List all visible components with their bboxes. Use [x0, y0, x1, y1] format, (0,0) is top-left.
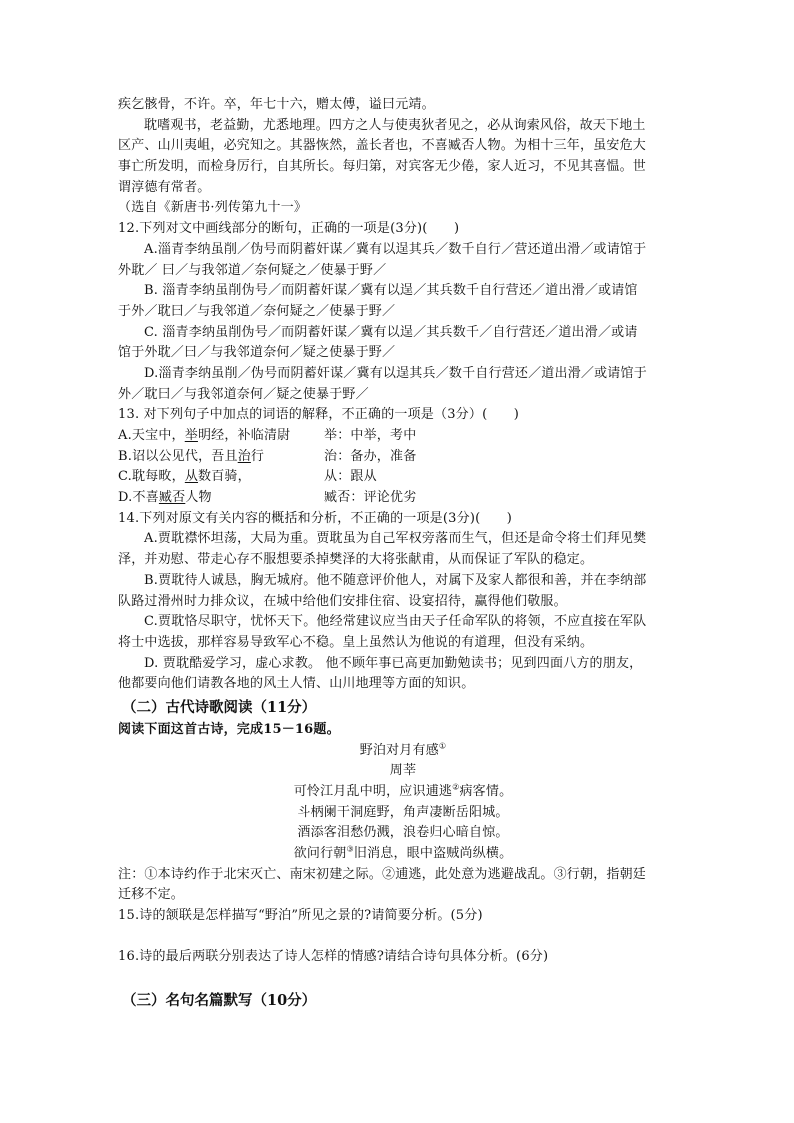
dotted-word: 臧否 [158, 490, 186, 506]
q13-option-explanation: 从：跟从 [324, 469, 377, 485]
question-14-stem: 14.下列对原文有关内容的概括和分析，不正确的一项是(3分)( ) [118, 510, 513, 526]
poem-line: 斗柄阑干洞庭野，角声凄断岳阳城。 [297, 804, 509, 820]
text: 病客情。 [459, 784, 513, 799]
dotted-word: 治 [237, 448, 251, 464]
answer-space [118, 968, 688, 988]
question-16: 16.诗的最后两联分别表达了诗人怎样的情感?请结合诗句具体分析。(6分) [118, 948, 549, 964]
q13-option-explanation: 臧否：评论优劣 [324, 490, 417, 506]
poem-line: 酒添客泪愁仍溅，浪卷归心暗自惊。 [297, 825, 509, 841]
question-13-stem: 13. 对下列句子中加点的词语的解释，不正确的一项是（3分）( ) [118, 407, 520, 423]
q13-option-sentence [118, 447, 324, 468]
q14-option-b: B.贾耽待人诚恳，胸无城府。他不随意评价他人，对属下及家人都很和善，并在李纳部 [144, 572, 647, 588]
q14-option-d-cont: 他都要向他们请教各地的风土人情、山川地理等方面的知识。 [118, 676, 475, 692]
footnote-marker: ③ [346, 844, 354, 854]
poem-title [118, 741, 688, 762]
q12-option-d-cont: 外／耽曰／与我邻道奈何／疑之使暴于野／ [118, 386, 369, 402]
q13-option-explanation: 治：备办，准备 [324, 448, 417, 464]
text: C.耽每畋， [118, 469, 185, 485]
q13-option-sentence [118, 467, 324, 488]
q12-option-d: D.淄青李纳虽削／伪号而阴蓄奸谋／冀有以逞其兵／数千自行营还／道出滑／或请馆于 [144, 365, 647, 381]
q12-option-a: A.淄青李纳虽削／伪号而阴蓄奸谋／冀有以逞其兵／数千自行／营还道出滑／或请馆于 [144, 241, 647, 257]
passage-source: （选自《新唐书·列传第九十一》 [118, 200, 308, 216]
q13-option-sentence [118, 488, 324, 509]
q13-option-explanation: 举：中举，考中 [324, 428, 417, 443]
poem-notes: 注：①本诗约作于北宋灭亡、南宋初建之际。②逋逃，此处意为逃避战乱。③行朝，指朝廷 [118, 866, 647, 882]
q14-option-d: D. 贾耽酷爱学习，虚心求教。 他不顾年事已高更加勤勉读书；见到四面八方的朋友， [144, 655, 643, 671]
q12-option-c: C. 淄青李纳虽削伪号／而阴蓄奸谋／冀有以逞／其兵数千／自行营还／道出滑／或请 [144, 324, 638, 340]
passage-line: 区产、山川夷岨，必究知之。其器恢然，盖长者也，不喜臧否人物。为相十三年，虽安危大 [118, 138, 647, 154]
footnote-marker: ② [452, 782, 460, 792]
section-heading-recitation: （三）名句名篇默写（10分） [122, 991, 317, 1009]
text: 旧消息，眼中盗贼尚纵横。 [353, 846, 513, 862]
poem-line [118, 782, 688, 803]
passage-line: 事亡所发明，而检身厉行，自其所长。每归第，对宾客无少倦，家人近习，不见其喜愠。世 [118, 159, 647, 175]
q13-option-b [118, 447, 688, 468]
text: 人物 [185, 490, 212, 506]
text: 明经，补临清尉 [197, 428, 291, 443]
poem-author: 周莘 [389, 763, 417, 779]
question-15: 15.诗的颔联是怎样描写“野泊”所见之景的?请简要分析。(5分) [118, 908, 483, 924]
poem-notes-cont: 迁移不定。 [118, 887, 185, 903]
q13-option-d [118, 488, 688, 509]
poetry-instruction: 阅读下面这首古诗，完成15－16题。 [118, 721, 340, 737]
q14-option-a-cont: 泽，并劝慰、带走心存不服想要杀掉樊泽的大将张献甫，从而保证了军队的稳定。 [118, 552, 594, 568]
q14-option-c-cont: 将士中选拔，那样容易导致军心不稳。皇上虽然认为他说的有道理，但没有采纳。 [118, 634, 594, 650]
q13-option-sentence [118, 426, 324, 447]
q12-option-c-cont: 馆于外耽／曰／与我邻道奈何／疑之使暴于野／ [118, 345, 396, 361]
q14-option-c: C.贾耽恪尽职守，忧怀天下。他经常建议应当由天子任命军队的将领，不应直接在军队 [144, 614, 647, 630]
q14-option-a: A.贾耽襟怀坦荡，大局为重。贾耽虽为自己军权旁落而生气，但还是命令将士们拜见樊 [144, 531, 647, 547]
text: 数百骑， [198, 469, 251, 485]
poem-line [118, 844, 688, 865]
footnote-marker: ① [438, 741, 447, 751]
q12-option-a-cont: 外耽／ 曰／与我邻道／奈何疑之／使暴于野／ [118, 262, 387, 278]
q13-option-c [118, 467, 688, 488]
text: B.诏以公见代，吾且 [118, 448, 238, 464]
section-heading-poetry: （二）古代诗歌阅读（11分） [122, 698, 317, 716]
text: 可怜江月乱中明，应识逋逃 [293, 784, 453, 799]
poem-title-text: 野泊对月有感 [359, 742, 439, 758]
text: 欲问行朝 [293, 846, 347, 862]
q14-option-b-cont: 队路过滑州时力排众议，在城中给他们安排住宿、设宴招待，赢得他们敬服。 [118, 593, 567, 609]
text: D.不喜 [118, 490, 159, 506]
passage-line: 耽嗜观书，老益勤，尤悉地理。四方之人与使夷狄者见之，必从询索风俗，故天下地土 [144, 117, 646, 133]
passage-line: 疾乞骸骨，不许。卒，年七十六，赠太傅，谥曰元靖。 [118, 97, 435, 112]
q12-option-b: B. 淄青李纳虽削伪号／而阴蓄奸谋／冀有以逞／其兵数千自行营还／道出滑／或请馆 [144, 283, 638, 299]
answer-space [118, 927, 688, 947]
q13-option-a [118, 426, 688, 447]
document-body [118, 95, 688, 1013]
text: 行 [250, 448, 265, 464]
dotted-word: 从 [184, 469, 199, 485]
text: A.天宝中， [118, 428, 185, 443]
question-12-stem: 12.下列对文中画线部分的断句，正确的一项是(3分)( ) [118, 221, 460, 237]
q12-option-b-cont: 于外／耽曰／与我邻道／奈何疑之／使暴于野／ [118, 303, 396, 319]
passage-line: 谓淳德有常者。 [118, 179, 211, 195]
dotted-word: 举 [184, 428, 198, 443]
